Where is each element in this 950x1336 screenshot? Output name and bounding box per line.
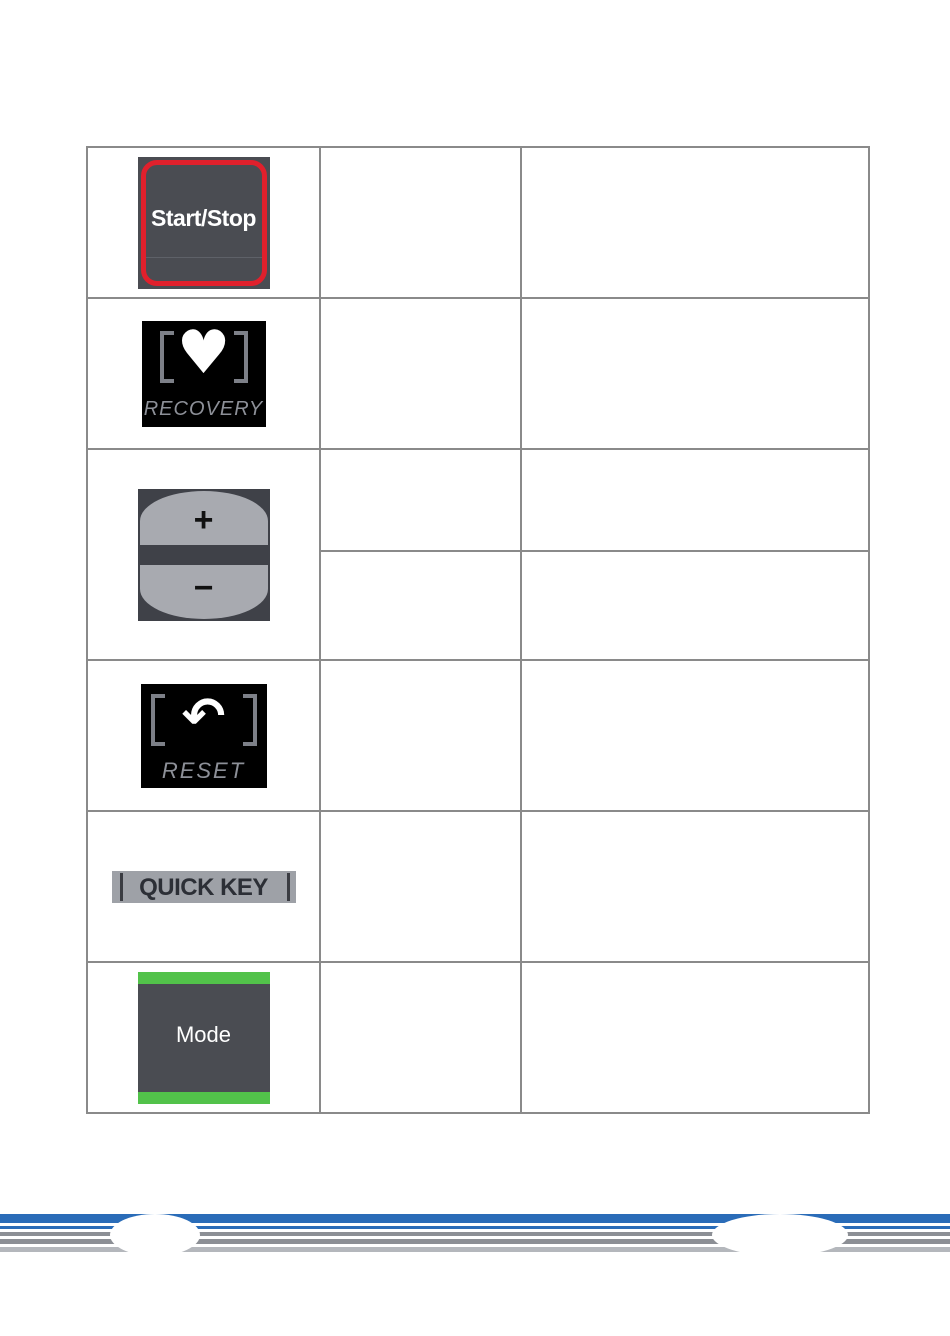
quick-key-label: QUICK KEY — [139, 873, 268, 901]
mode-label: Mode — [175, 1021, 232, 1047]
key-description-cell — [521, 298, 869, 449]
plus-minus-icon-cell — [87, 449, 320, 660]
reset-icon-cell — [87, 660, 320, 811]
key-description-cell — [521, 551, 869, 660]
key-name-cell — [320, 147, 521, 298]
minus-icon: − — [193, 568, 214, 607]
quick-key-icon-cell — [87, 811, 320, 962]
recovery-label: RECOVERY — [143, 397, 264, 420]
key-description-cell — [521, 811, 869, 962]
key-description-cell — [521, 449, 869, 551]
plus-button[interactable] — [140, 491, 268, 545]
plus-minus-buttons — [138, 489, 270, 621]
key-name-cell — [320, 298, 521, 449]
start-stop-label: Start/Stop — [151, 204, 256, 231]
table-row — [87, 811, 869, 962]
key-description-cell — [521, 147, 869, 298]
table-row — [87, 660, 869, 811]
key-name-cell — [320, 811, 521, 962]
table-row — [87, 298, 869, 449]
key-name-cell — [320, 660, 521, 811]
footer-decoration — [0, 1212, 950, 1258]
key-description-cell — [521, 660, 869, 811]
plus-icon: + — [193, 500, 214, 539]
heart-icon: ♥ — [176, 317, 231, 388]
table-row — [87, 449, 869, 551]
start-stop-icon-cell — [87, 147, 320, 298]
key-name-cell — [320, 962, 521, 1113]
table-row — [87, 147, 869, 298]
quick-key-button[interactable] — [112, 871, 296, 903]
recovery-icon-cell — [87, 298, 320, 449]
table-row — [87, 962, 869, 1113]
reset-button[interactable] — [141, 684, 267, 788]
keys-table — [86, 146, 870, 1114]
green-stripe-bottom — [138, 1092, 270, 1104]
return-arrow-icon: ↶ — [181, 686, 226, 747]
footer-oval-left — [110, 1214, 200, 1256]
reset-label: RESET — [161, 757, 246, 783]
key-name-cell — [320, 449, 521, 551]
minus-button[interactable] — [140, 565, 268, 619]
start-stop-button[interactable] — [138, 157, 270, 289]
green-stripe-top — [138, 972, 270, 984]
key-description-cell — [521, 962, 869, 1113]
footer-oval-right — [712, 1214, 848, 1256]
key-name-cell — [320, 551, 521, 660]
recovery-button[interactable] — [142, 317, 266, 427]
mode-icon-cell — [87, 962, 320, 1113]
mode-button[interactable] — [138, 972, 270, 1104]
